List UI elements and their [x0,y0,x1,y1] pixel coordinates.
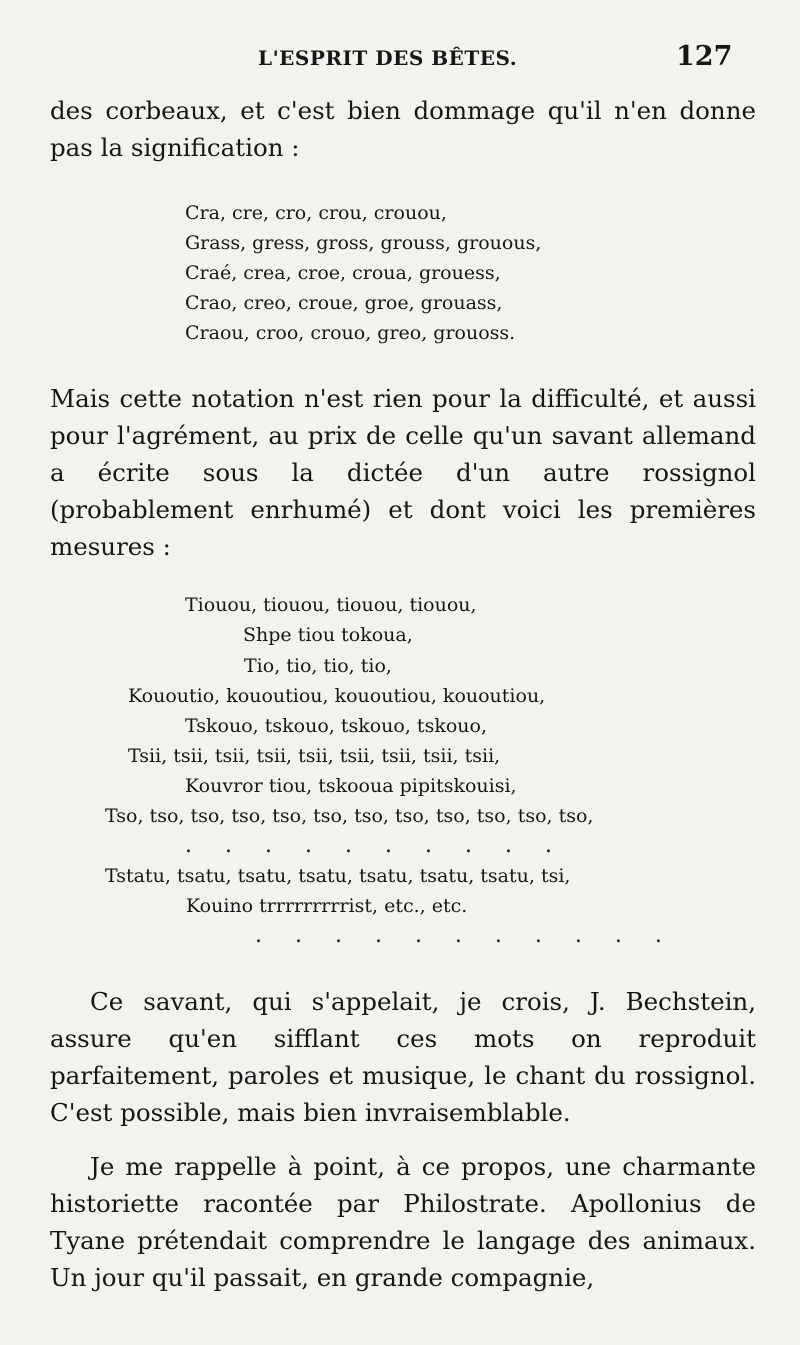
song-line: Tstatu, tsatu, tsatu, tsatu, tsatu, tsatu, tsatu, tsi, [105,865,571,887]
crow-call-line: Craou, croo, crouo, greo, grouoss. [185,322,516,344]
song-line: Kououtio, kououtiou, kououtiou, kououtiou, [128,685,546,707]
song-line: Shpe tiou tokoua, [243,624,413,646]
paragraph-philostrate: Je me rappelle à point, à ce propos, une charmante historiette racontée par Philostrate. Apollonius de Tyane prétendait comprendre le langage des animaux. Un jour qu'il passait, en grande compagnie, [50,1152,756,1292]
crow-call-line: Cra, cre, cro, crou, crouou, [185,202,447,224]
paragraph-notation: Mais cette notation n'est rien pour la difficulté, et aussi pour l'agrément, au prix de celle qu'un savant allemand a écrite sous la dictée d'un autre rossignol (probablement enrhumé) et dont voici les premières mesures : [50,384,756,561]
page-number: 127 [676,41,733,72]
song-line: Tskouo, tskouo, tskouo, tskouo, [185,715,487,737]
ellipsis-row: . . . . . . . . . . . [255,923,675,948]
page-header [0,38,800,78]
song-line: Kouvror tiou, tskooua pipitskouisi, [185,775,517,797]
crow-call-line: Craé, crea, croe, croua, grouess, [185,262,501,284]
song-line: Tio, tio, tio, tio, [244,655,392,677]
song-line: Tsii, tsii, tsii, tsii, tsii, tsii, tsii, tsii, tsii, [128,745,501,767]
ellipsis-row: . . . . . . . . . . [185,833,565,858]
running-title: L'ESPRIT DES BÊTES. [258,46,518,70]
song-line: Tso, tso, tso, tso, tso, tso, tso, tso, tso, tso, tso, tso, [105,805,594,827]
crow-call-line: Grass, gress, gross, grouss, grouous, [185,232,542,254]
paragraph-corbeaux: des corbeaux, et c'est bien dommage qu'il n'en donne pas la signification : [50,96,756,162]
song-line: Tiouou, tiouou, tiouou, tiouou, [185,594,477,616]
crow-call-line: Crao, creo, croue, groe, grouass, [185,292,503,314]
song-line: Kouino trrrrrrrrrist, etc., etc. [186,895,468,917]
paragraph-bechstein: Ce savant, qui s'appelait, je crois, J. Bechstein, assure qu'en sifflant ces mots on reproduit parfaitement, paroles et musique, le chant du rossignol. C'est possible, mais bien invraisemblable. [50,987,756,1127]
